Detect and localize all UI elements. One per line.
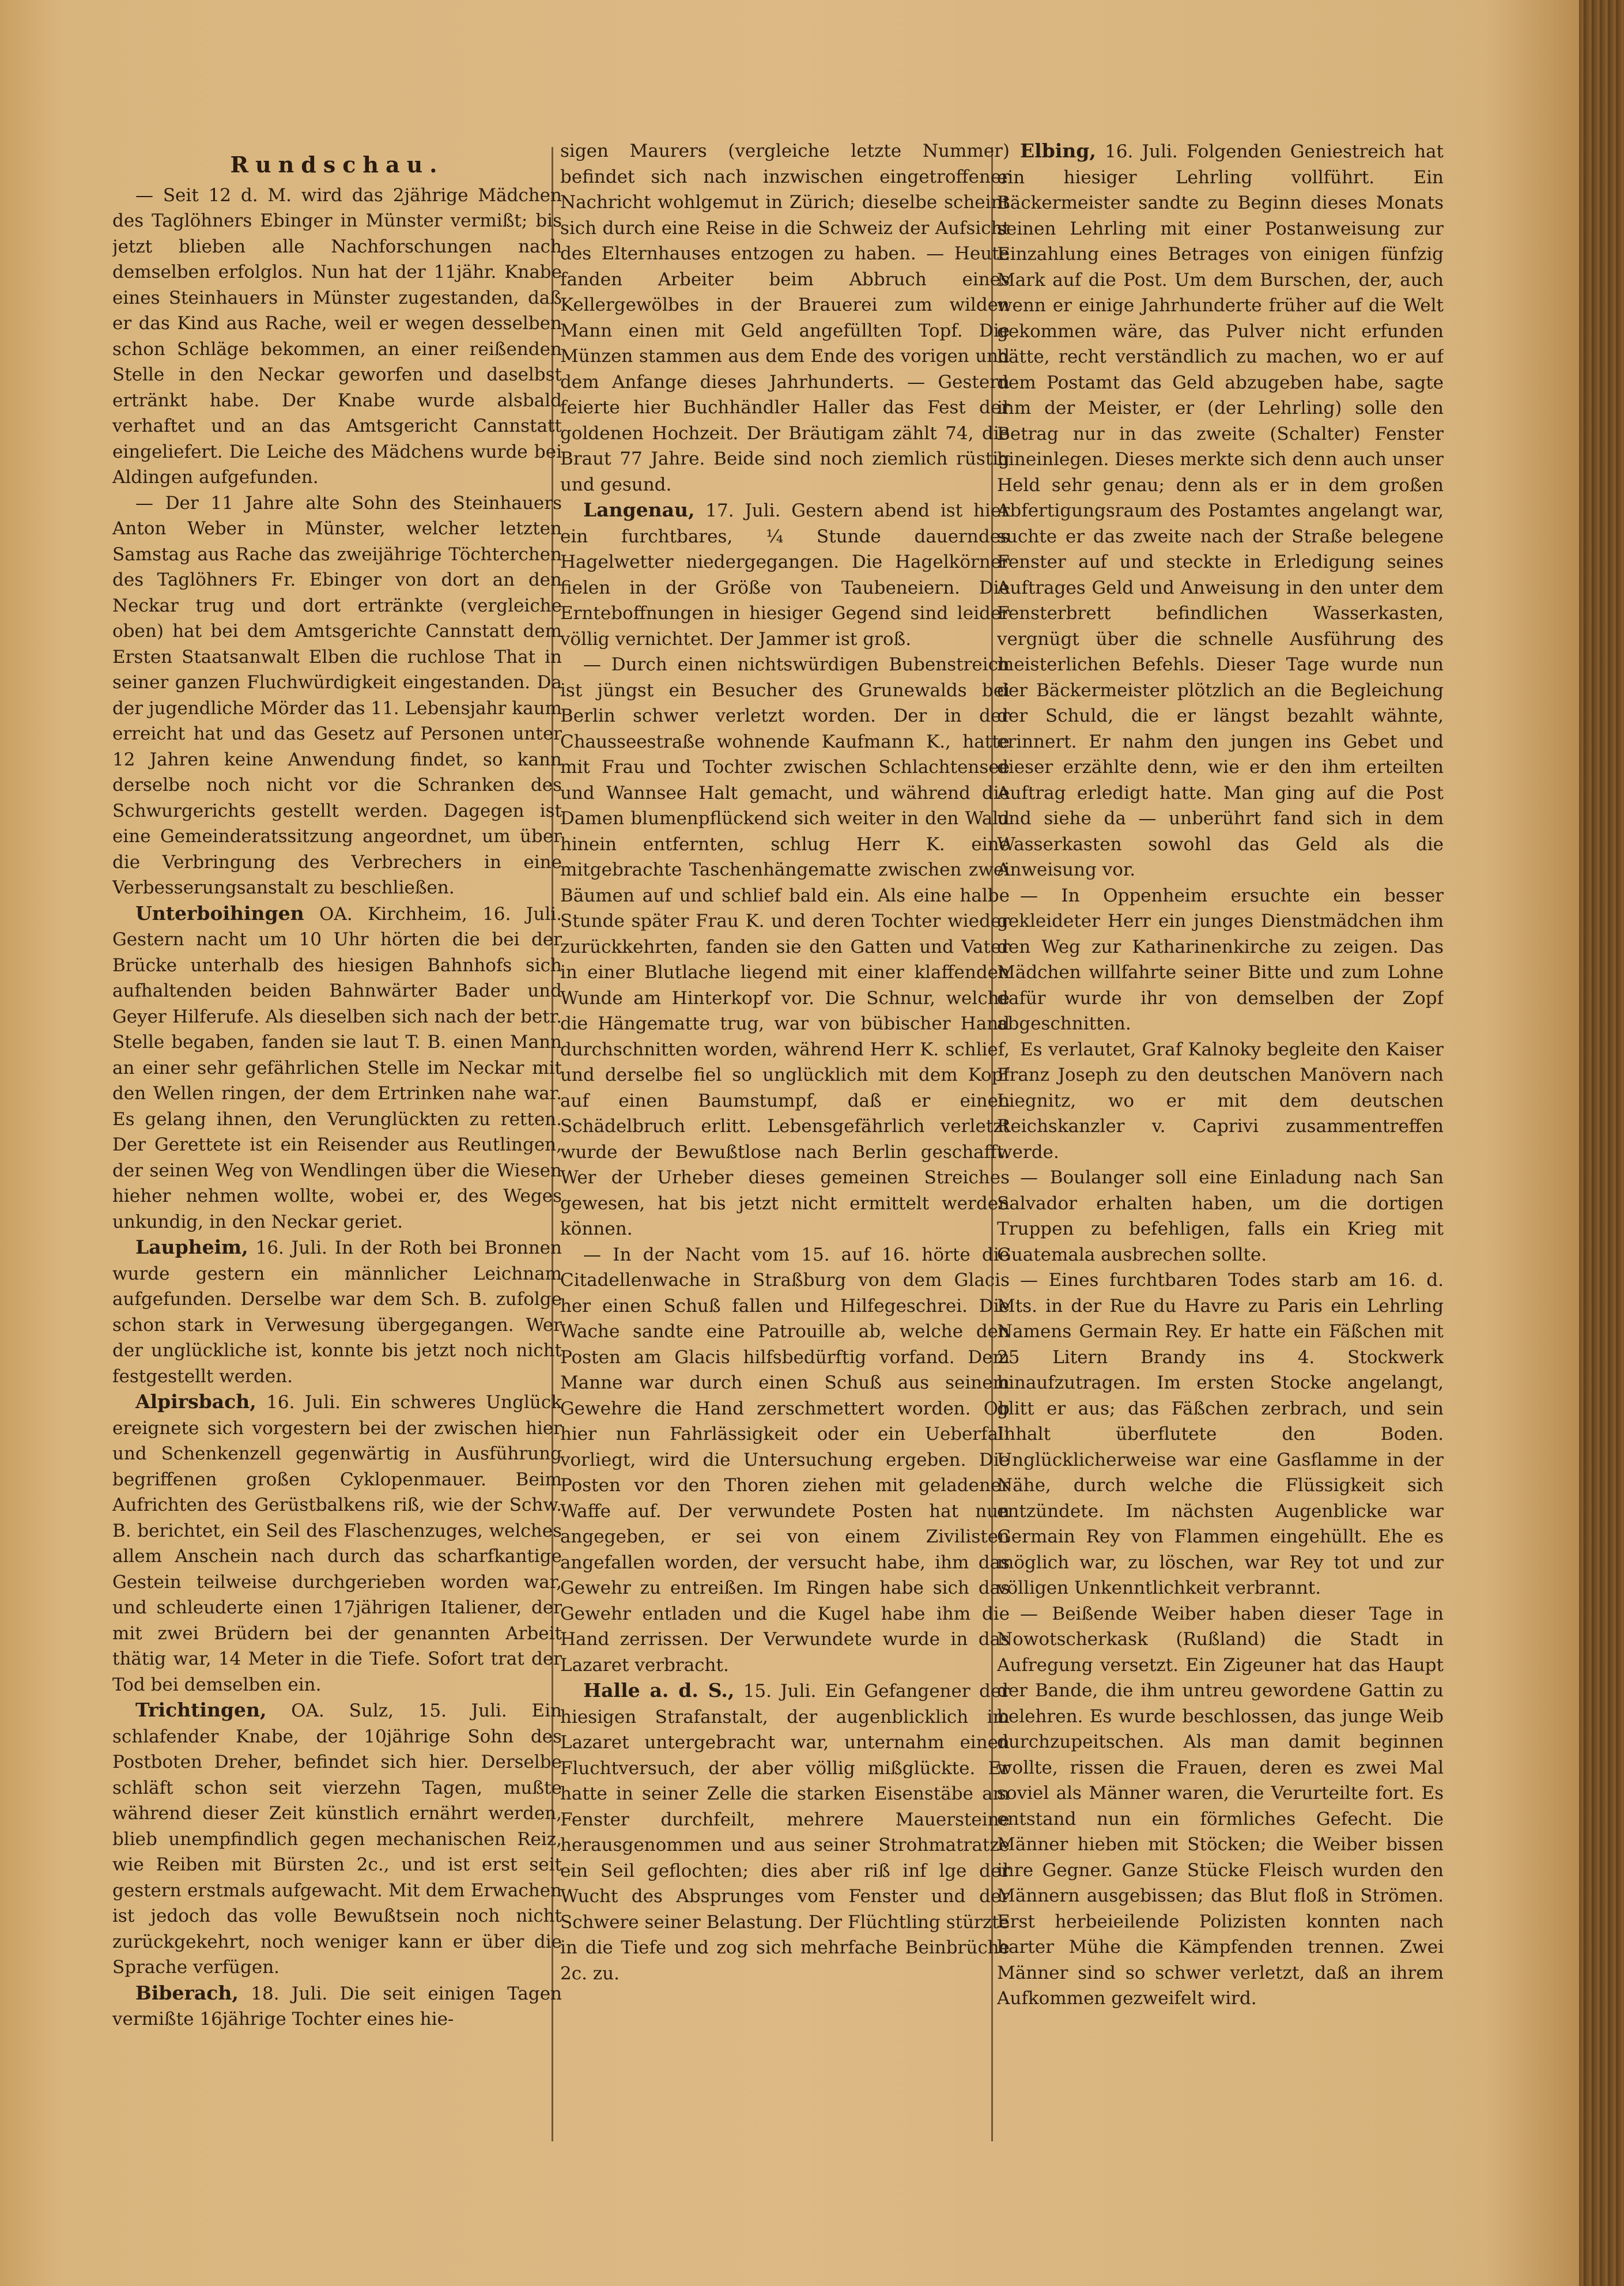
dateline-place: Trichtingen, — [135, 1699, 267, 1721]
dateline-place: Halle a. d. S., — [583, 1679, 735, 1702]
article: — In Oppenheim ersuchte ein besser gekleideter Herr ein junges Dienstmädchen ihm den Weg zur Katharinenkirche zu zeigen. Das Mädchen willfahrte seiner Bitte und zum Lohne dafür wurde ihr von demselben der Zopf abgeschnitten. — [997, 885, 1444, 1034]
dateline-place: Alpirsbach, — [135, 1390, 256, 1413]
article: — Der 11 Jahre alte Sohn des Steinhauers Anton Weber in Münster, welcher letzten Samstag aus Rache das zweijährige Töchterchen des Taglöhners Fr. Ebinger von dort an den Neckar trug und dort ertränkte (vergleiche oben) hat bei dem Amtsgerichte Cannstatt dem Ersten Staatsanwalt Elben die ruchlose That in seiner ganzen Fluchwürdigkeit eingestanden. Da der jugendliche Mörder das 11. Lebensjahr kaum erreicht hat und das Gesetz auf Personen unter 12 Jahren keine Anwendung findet, so kann derselbe noch nicht vor die Schranken des Schwurgerichts gestellt werden. Dagegen ist eine Gemeinderatssitzung angeordnet, um über die Verbringung des Verbrechers in eine Verbesserungsanstalt zu beschließen. — [112, 492, 562, 898]
dateline-place: Laupheim, — [135, 1236, 248, 1258]
dateline-place: Unterboihingen — [135, 901, 304, 925]
article: Langenau, 17. Juli. Gestern abend ist hier ein furchtbares, ¼ Stunde dauerndes Hagelwetter niedergegangen. Die Hagelkörner fielen in der Größe von Taubeneiern. Die Ernteboffnungen in hiesiger Gegend sind leider völlig vernichtet. Der Jammer ist groß. — [560, 499, 1010, 650]
column-2 — [560, 138, 1010, 2167]
article: Laupheim, 16. Juli. In der Roth bei Bronnen wurde gestern ein männlicher Leichnam aufgefunden. Derselbe war dem Sch. B. zufolge schon stark in Verwesung übergegangen. Wer der unglückliche ist, konnte bis jetzt noch nicht festgestellt werden. — [112, 1236, 562, 1387]
column-3 — [997, 138, 1444, 2167]
dateline-place: Langenau, — [583, 499, 695, 521]
article: — Beißende Weiber haben dieser Tage in Nowotscherkask (Rußland) die Stadt in Aufregung versetzt. Ein Zigeuner hat das Haupt der Bande, die ihm untreu gewordene Gattin zu belehren. Es wurde beschlossen, das junge Weib durchzupeitschen. Als man damit beginnen wollte, rissen die Frauen, deren es zwei Mal soviel als Männer waren, die Verurteilte fort. Es entstand nun ein förmliches Gefecht. Die Männer hieben mit Stöcken; die Weiber bissen ihre Gegner. Ganze Stücke Fleisch wurden den Männern ausgebissen; das Blut floß in Strömen. Erst herbeieilende Polizisten konnten nach harter Mühe die Kämpfenden trennen. Zwei Männer sind so schwer verletzt, daß an ihrem Aufkommen gezweifelt wird. — [997, 1603, 1444, 2009]
section-title: Rundschau. — [230, 152, 444, 178]
article: Unterboihingen OA. Kirchheim, 16. Juli. Gestern nacht um 10 Uhr hörten die bei der Brücke unterhalb des hiesigen Bahnhofs sich aufhaltenden beiden Bahnwärter Bader und Geyer Hilferufe. Als dieselben sich nach der betr. Stelle begaben, fanden sie laut T. B. einen Mann an einer sehr gefährlichen Stelle im Neckar mit den Wellen ringen, der dem Ertrinken nahe war. Es gelang ihnen, den Verunglückten zu retten. Der Gerettete ist ein Reisender aus Reutlingen, der seinen Weg von Wendlingen über die Wiesen hieher nehmen wollte, wobei er, des Weges unkundig, in den Neckar geriet. — [112, 901, 562, 1232]
article: sigen Maurers (vergleiche letzte Nummer) befindet sich nach inzwischen eingetroffener Nachricht wohlgemut in Zürich; dieselbe scheint sich durch eine Reise in die Schweiz der Aufsicht des Elternhauses entzogen zu haben. — Heute fanden Arbeiter beim Abbruch eines Kellergewölbes in der Brauerei zum wilden Mann einen mit Geld angefüllten Topf. Die Münzen stammen aus dem Ende des vorigen und dem Anfange dieses Jahrhunderts. — Gestern feierte hier Buchhändler Haller das Fest der goldenen Hochzeit. Der Bräutigam zählt 74, die Braut 77 Jahre. Beide sind noch ziemlich rüstig und gesund. — [560, 141, 1010, 495]
article: Halle a. d. S., 15. Juli. Ein Gefangener der hiesigen Strafanstalt, der augenblicklich im Lazaret untergebracht war, unternahm einen Fluchtversuch, der aber völlig mißglückte. Er hatte in seiner Zelle die starken Eisenstäbe am Fenster durchfeilt, mehrere Mauersteine herausgenommen und aus seiner Strohmatratze ein Seil geflochten; dies aber riß inf lge der Wucht des Absprunges vom Fenster und der Schwere seiner Belastung. Der Flüchtling stürzte in die Tiefe und zog sich mehrfache Beinbrüche 2c. zu. — [560, 1679, 1010, 1984]
article: Biberach, 18. Juli. Die seit einigen Tagen vermißte 16jährige Tochter eines hie- — [112, 1981, 562, 2030]
article: Trichtingen, OA. Sulz, 15. Juli. Ein schlafender Knabe, der 10jährige Sohn des Postboten Dreher, befindet sich hier. Derselbe schläft schon seit vierzehn Tagen, mußte während dieser Zeit künstlich ernährt werden, blieb unempfindlich gegen mechanischen Reiz, wie Reiben mit Bürsten 2c., und ist erst seit gestern erstmals aufgewacht. Mit dem Erwachen ist jedoch das volle Bewußtsein noch nicht zurückgekehrt, noch weniger kann er über die Sprache verfügen. — [112, 1699, 562, 1978]
article: Alpirsbach, 16. Juli. Ein schweres Unglück ereignete sich vorgestern bei der zwischen hier und Schenkenzell gegenwärtig in Ausführung begriffenen großen Cyklopenmauer. Beim Aufrichten des Gerüstbalkens riß, wie der Schw. B. berichtet, ein Seil des Flaschenzuges, welches allem Anschein nach durch das scharfkantige Gestein teilweise durchgerieben worden war, und schleuderte einen 17jährigen Italiener, der mit zwei Brüdern bei der genannten Arbeit thätig war, 14 Meter in die Tiefe. Sofort trat der Tod bei demselben ein. — [112, 1390, 562, 1695]
article: — Seit 12 d. M. wird das 2jährige Mädchen des Taglöhners Ebinger in Münster vermißt; bis jetzt blieben alle Nachforschungen nach demselben erfolglos. Nun hat der 11jähr. Knabe eines Steinhauers in Münster zugestanden, daß er das Kind aus Rache, weil er wegen desselben schon Schläge bekommen, an einer reißenden Stelle in den Neckar geworfen und daselbst ertränkt habe. Der Knabe wurde alsbald verhaftet und an das Amtsgericht Cannstatt eingeliefert. Die Leiche des Mädchens wurde bei Aldingen aufgefunden. — [112, 184, 562, 488]
article: Es verlautet, Graf Kalnoky begleite den Kaiser Franz Joseph zu den deutschen Manövern nach Liegnitz, wo er mit dem deutschen Reichskanzler v. Caprivi zusammentreffen werde. — [997, 1039, 1444, 1163]
article: — Boulanger soll eine Einladung nach San Salvador erhalten haben, um die dortigen Truppen zu befehligen, falls ein Krieg mit Guatemala ausbrechen sollte. — [997, 1167, 1444, 1265]
article: — Durch einen nichtswürdigen Bubenstreich ist jüngst ein Besucher des Grunewalds bei Berlin schwer verletzt worden. Der in der Chausseestraße wohnende Kaufmann K., hatte mit Frau und Tochter zwischen Schlachtensee und Wannsee Halt gemacht, und während die Damen blumenpflückend sich weiter in den Wald hinein entfernten, schlug Herr K. eine mitgebrachte Taschenhängematte zwischen zwei Bäumen auf und schlief bald ein. Als eine halbe Stunde später Frau K. und deren Tochter wieder zurückkehrten, fanden sie den Gatten und Vater in einer Blutlache liegend mit einer klaffenden Wunde am Hinterkopf vor. Die Schnur, welche die Hängematte trug, war von bübischer Hand durchschnitten worden, während Herr K. schlief, und derselbe fiel so unglücklich mit dem Kopf auf einen Baumstumpf, daß er einen Schädelbruch erlitt. Lebensgefährlich verletzt wurde der Bewußtlose nach Berlin geschafft. Wer der Urheber dieses gemeinen Streiches gewesen, hat bis jetzt nicht ermittelt werden können. — [560, 654, 1010, 1239]
book-binding-edge — [1579, 0, 1624, 2286]
article: — In der Nacht vom 15. auf 16. hörte die Citadellenwache in Straßburg von dem Glacis her einen Schuß fallen und Hilfegeschrei. Die Wache sandte eine Patrouille ab, welche den Posten am Glacis hilfsbedürftig vorfand. Dem Manne war durch einen Schuß aus seinem Gewehre die Hand zerschmettert worden. Ob hier nun Fahrlässigkeit oder ein Ueberfall vorliegt, wird die Untersuchung ergeben. Die Posten vor den Thoren ziehen mit geladener Waffe auf. Der verwundete Posten hat nun angegeben, er sei von einem Zivilisten angefallen worden, der versucht habe, ihm das Gewehr zu entreißen. Im Ringen habe sich das Gewehr entladen und die Kugel habe ihm die Hand zerrissen. Der Verwundete wurde in das Lazaret verbracht. — [560, 1244, 1010, 1676]
article: Elbing, 16. Juli. Folgenden Geniestreich hat ein hiesiger Lehrling vollführt. Ein Bäckermeister sandte zu Beginn dieses Monats seinen Lehrling mit einer Postanweisung zur Einzahlung eines Betrages von einigen fünfzig Mark auf die Post. Um dem Burschen, der, auch wenn er einige Jahrhunderte früher auf die Welt gekommen wäre, das Pulver nicht erfunden hätte, recht verständlich zu machen, wo er auf dem Postamt das Geld abzugeben habe, sagte ihm der Meister, er (der Lehrling) solle den Betrag nur in das zweite (Schalter) Fenster hineinlegen. Dieses merkte sich denn auch unser Held sehr genau; denn als er in dem großen Abfertigungsraum des Postamtes angelangt war, suchte er das zweite nach der Straße belegene Fenster auf und steckte in Erledigung seines Auftrages Geld und Anweisung in den unter dem Fensterbrett befindlichen Wasserkasten, vergnügt über die schnelle Ausführung des meisterlichen Befehls. Dieser Tage wurde nun der Bäckermeister plötzlich an die Begleichung der Schuld, die er längst bezahlt wähnte, erinnert. Er nahm den jungen ins Gebet und dieser erzählte denn, wie er den ihm erteilten Auftrag erledigt hatte. Man ging auf die Post und siehe da — unberührt fand sich in dem Wasserkasten sowohl das Geld als die Anweisung vor. — [997, 139, 1444, 880]
article: — Eines furchtbaren Todes starb am 16. d. Mts. in der Rue du Havre zu Paris ein Lehrling Namens Germain Rey. Er hatte ein Fäßchen mit 25 Litern Brandy ins 4. Stockwerk hinaufzutragen. Im ersten Stocke angelangt, glitt er aus; das Fäßchen zerbrach, und sein Inhalt überflutete den Boden. Unglücklicherweise war eine Gasflamme in der Nähe, durch welche die Flüssigkeit sich entzündete. Im nächsten Augenblicke war Germain Rey von Flammen eingehüllt. Ehe es möglich war, zu löschen, war Rey tot und zur völligen Unkenntlichkeit verbrannt. — [997, 1270, 1444, 1598]
dateline-place: Biberach, — [135, 1981, 239, 2004]
column-1 — [112, 138, 562, 2167]
dateline-place: Elbing, — [1020, 139, 1096, 162]
